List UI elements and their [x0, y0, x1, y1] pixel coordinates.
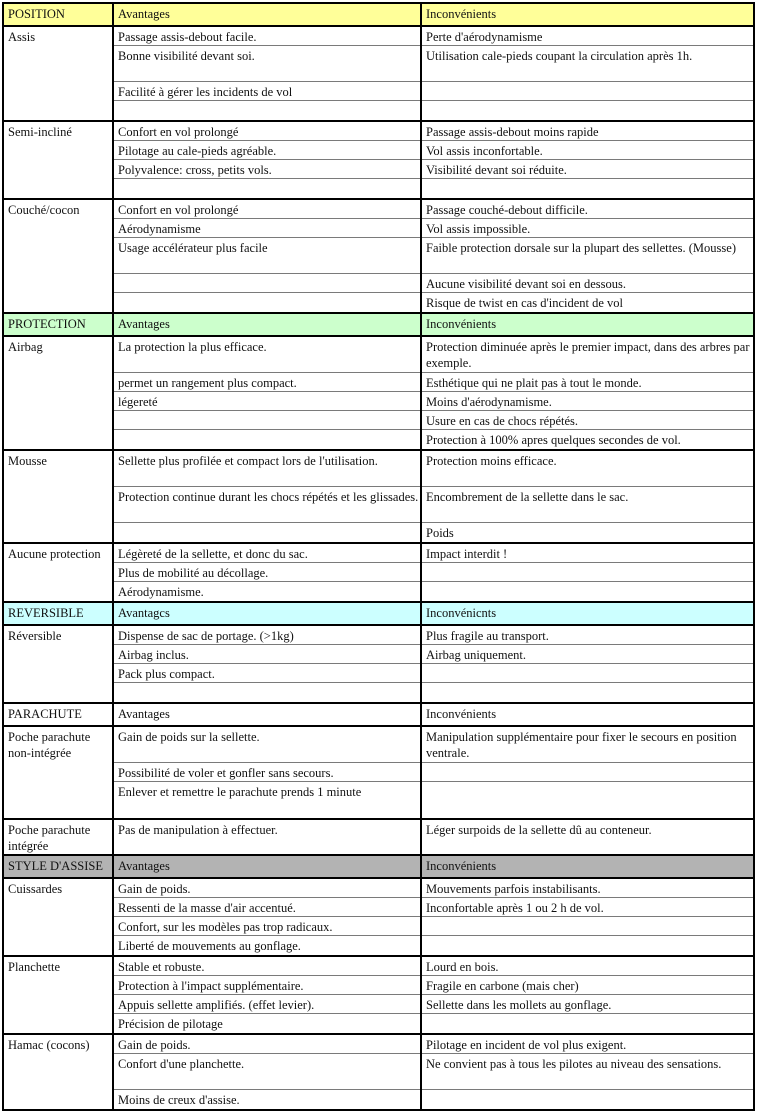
- disadvantage-line: Mouvements parfois instabilisants.: [422, 879, 753, 898]
- disadvantages-header: Inconvénients: [422, 314, 755, 335]
- disadvantage-line: Lourd en bois.: [422, 957, 753, 976]
- advantage-line: Pilotage au cale-pieds agréable.: [114, 141, 420, 160]
- disadvantage-line: Visibilité devant soi réduite.: [422, 160, 753, 179]
- row-label: Cuissardes: [4, 879, 114, 955]
- table-row: [4, 337, 755, 451]
- advantage-line: Polyvalence: cross, petits vols.: [114, 160, 420, 179]
- section-position: [4, 4, 755, 314]
- advantages-cell: [114, 200, 422, 312]
- disadvantage-line: Passage assis-debout moins rapide: [422, 122, 753, 141]
- disadvantages-cell: [422, 27, 755, 120]
- advantages-cell: [114, 626, 422, 702]
- advantage-line: Précision de pilotage: [118, 1017, 223, 1031]
- advantage-line: [114, 683, 420, 702]
- disadvantages-header: Inconvénients: [422, 856, 755, 877]
- table-row: [4, 27, 755, 122]
- advantage-line: Protection continue durant les chocs répétés et les glissades.: [114, 487, 420, 523]
- disadvantage-line: Vol assis inconfortable.: [422, 141, 753, 160]
- advantage-line: Aérodynamisme.: [118, 585, 204, 599]
- table-row: [4, 727, 755, 820]
- disadvantages-cell: [422, 200, 755, 312]
- disadvantage-line: Inconfortable après 1 ou 2 h de vol.: [422, 898, 753, 917]
- advantages-cell: [114, 27, 422, 120]
- advantage-line: Pack plus compact.: [114, 664, 420, 683]
- disadvantage-line: Vol assis impossible.: [422, 219, 753, 238]
- disadvantage-line: Faible protection dorsale sur la plupart des sellettes. (Mousse): [422, 238, 753, 274]
- table-row: [4, 200, 755, 312]
- advantage-line: [114, 179, 420, 198]
- advantages-cell: [114, 122, 422, 198]
- advantage-line: Protection à l'impact supplémentaire.: [114, 976, 420, 995]
- disadvantage-line: Esthétique qui ne plait pas à tout le monde.: [422, 373, 753, 392]
- advantage-line: Confort en vol prolongé: [114, 200, 420, 219]
- advantage-line: Passage assis-debout facile.: [114, 27, 420, 46]
- section-title: POSITION: [4, 4, 114, 25]
- disadvantage-line: Utilisation cale-pieds coupant la circulation après 1h.: [422, 46, 753, 82]
- advantage-line: Usage accélérateur plus facile: [114, 238, 420, 274]
- disadvantage-line: [422, 763, 753, 782]
- advantage-line: Gain de poids.: [114, 879, 420, 898]
- disadvantage-line: Protection moins efficace.: [422, 451, 753, 487]
- advantage-line: Plus de mobilité au décollage.: [114, 563, 420, 582]
- section-protection: [4, 314, 755, 603]
- disadvantage-line: Plus fragile au transport.: [422, 626, 753, 645]
- disadvantage-line: [422, 1090, 753, 1109]
- advantages-cell: [114, 337, 422, 449]
- advantage-line: Enlever et remettre le parachute prends 1 minute: [118, 785, 362, 799]
- disadvantage-line: [422, 917, 753, 936]
- section-reversible: [4, 603, 755, 704]
- table-row: [4, 1035, 755, 1109]
- disadvantages-cell: [422, 451, 755, 542]
- row-label: Hamac (cocons): [4, 1035, 114, 1109]
- disadvantage-line: [422, 936, 753, 955]
- disadvantages-cell: [422, 337, 755, 449]
- disadvantages-cell: [422, 820, 755, 854]
- advantage-line: [114, 430, 420, 449]
- disadvantage-line: [422, 582, 753, 601]
- row-label: Aucune protection: [4, 544, 114, 601]
- disadvantages-header: Inconvénicnts: [422, 603, 755, 624]
- disadvantage-line: Moins d'aérodynamisme.: [422, 392, 753, 411]
- section-title: REVERSIBLE: [4, 603, 114, 624]
- disadvantages-cell: [422, 122, 755, 198]
- advantages-cell: [114, 451, 422, 542]
- disadvantage-line: [422, 563, 753, 582]
- advantages-cell: [114, 820, 422, 854]
- advantage-line: Gain de poids.: [114, 1035, 420, 1054]
- advantage-line: Stable et robuste.: [114, 957, 420, 976]
- disadvantage-line: Protection à 100% apres quelques secondes de vol.: [426, 433, 681, 447]
- section-style: [4, 856, 755, 1111]
- disadvantage-line: Usure en cas de chocs répétés.: [422, 411, 753, 430]
- advantage-line: Dispense de sac de portage. (>1kg): [114, 626, 420, 645]
- row-label: Planchette: [4, 957, 114, 1033]
- row-label: Réversible: [4, 626, 114, 702]
- disadvantage-line: [422, 782, 753, 818]
- disadvantage-line: Pilotage en incident de vol plus exigent.: [422, 1035, 753, 1054]
- row-label: Poche parachute non-intégrée: [4, 727, 114, 818]
- advantages-cell: [114, 879, 422, 955]
- disadvantage-line: [422, 101, 753, 120]
- advantage-line: Liberté de mouvements au gonflage.: [118, 939, 301, 953]
- table-row: [4, 879, 755, 957]
- advantages-header: Avantages: [114, 704, 422, 725]
- row-label: Assis: [4, 27, 114, 120]
- table-row: [4, 544, 755, 601]
- advantage-line: légereté: [114, 392, 420, 411]
- advantage-line: Légèreté de la sellette, et donc du sac.: [114, 544, 420, 563]
- advantage-line: [114, 274, 420, 293]
- table-row: [4, 451, 755, 544]
- disadvantage-line: Risque de twist en cas d'incident de vol: [426, 296, 624, 310]
- advantage-line: Confort en vol prolongé: [114, 122, 420, 141]
- advantage-line: Moins de creux d'assise.: [118, 1093, 240, 1107]
- disadvantages-header: Inconvénients: [422, 704, 755, 725]
- advantages-header: Avantagcs: [114, 603, 422, 624]
- disadvantages-header: Inconvénients: [422, 4, 755, 25]
- advantage-line: Confort d'une planchette.: [114, 1054, 420, 1090]
- disadvantage-line: Passage couché-debout difficile.: [422, 200, 753, 219]
- advantage-line: [114, 293, 420, 312]
- disadvantage-line: [422, 82, 753, 101]
- table-row: [4, 122, 755, 200]
- advantage-line: [114, 411, 420, 430]
- disadvantages-cell: [422, 544, 755, 601]
- advantage-line: Confort, sur les modèles pas trop radicaux.: [114, 917, 420, 936]
- section-parachute: [4, 704, 755, 856]
- advantage-line: La protection la plus efficace.: [114, 337, 420, 373]
- section-title: STYLE D'ASSISE: [4, 856, 114, 877]
- advantage-line: Facilité à gérer les incidents de vol: [114, 82, 420, 101]
- advantage-line: Gain de poids sur la sellette.: [114, 727, 420, 763]
- disadvantage-line: Protection diminuée après le premier impact, dans des arbres par exemple.: [422, 337, 753, 373]
- advantage-line: Sellette plus profilée et compact lors de l'utilisation.: [114, 451, 420, 487]
- advantage-line: [114, 523, 420, 542]
- disadvantage-line: [422, 664, 753, 683]
- disadvantages-cell: [422, 626, 755, 702]
- table-row: [4, 626, 755, 702]
- advantages-header: Avantages: [114, 856, 422, 877]
- advantage-line: Airbag inclus.: [114, 645, 420, 664]
- advantage-line: Appuis sellette amplifiés. (effet levier).: [114, 995, 420, 1014]
- advantage-line: permet un rangement plus compact.: [114, 373, 420, 392]
- disadvantages-cell: [422, 879, 755, 955]
- advantage-line: Ressenti de la masse d'air accentué.: [114, 898, 420, 917]
- disadvantage-line: Ne convient pas à tous les pilotes au niveau des sensations.: [422, 1054, 753, 1090]
- table-row: [4, 820, 755, 854]
- section-header: [4, 704, 755, 727]
- row-label: Airbag: [4, 337, 114, 449]
- disadvantage-line: Sellette dans les mollets au gonflage.: [422, 995, 753, 1014]
- advantage-line: [114, 101, 420, 120]
- disadvantage-line: Aucune visibilité devant soi en dessous.: [422, 274, 753, 293]
- row-label: Couché/cocon: [4, 200, 114, 312]
- disadvantage-line: Fragile en carbone (mais cher): [422, 976, 753, 995]
- table-row: [4, 957, 755, 1035]
- disadvantage-line: [422, 683, 753, 702]
- row-label: Semi-incliné: [4, 122, 114, 198]
- advantage-line: Bonne visibilité devant soi.: [114, 46, 420, 82]
- advantage-line: Aérodynamisme: [114, 219, 420, 238]
- advantages-cell: [114, 727, 422, 818]
- disadvantage-line: [422, 1014, 753, 1033]
- section-title: PARACHUTE: [4, 704, 114, 725]
- section-header: [4, 603, 755, 626]
- disadvantage-line: Léger surpoids de la sellette dû au conteneur.: [426, 823, 652, 837]
- disadvantages-cell: [422, 957, 755, 1033]
- disadvantage-line: Impact interdit !: [422, 544, 753, 563]
- row-label: Mousse: [4, 451, 114, 542]
- disadvantage-line: Airbag uniquement.: [422, 645, 753, 664]
- disadvantage-line: Manipulation supplémentaire pour fixer le secours en position ventrale.: [422, 727, 753, 763]
- advantage-line: Possibilité de voler et gonfler sans secours.: [114, 763, 420, 782]
- comparison-table: [2, 2, 755, 1111]
- disadvantage-line: [422, 179, 753, 198]
- advantages-cell: [114, 544, 422, 601]
- disadvantages-cell: [422, 1035, 755, 1109]
- disadvantages-cell: [422, 727, 755, 818]
- disadvantage-line: Poids: [426, 526, 454, 540]
- advantages-header: Avantages: [114, 314, 422, 335]
- disadvantage-line: Encombrement de la sellette dans le sac.: [422, 487, 753, 523]
- row-label: Poche parachute intégrée: [4, 820, 114, 854]
- advantages-cell: [114, 957, 422, 1033]
- advantage-line: Pas de manipulation à effectuer.: [118, 823, 278, 837]
- section-title: PROTECTION: [4, 314, 114, 335]
- disadvantage-line: Perte d'aérodynamisme: [422, 27, 753, 46]
- advantages-cell: [114, 1035, 422, 1109]
- section-header: [4, 856, 755, 879]
- section-header: [4, 314, 755, 337]
- section-header: [4, 4, 755, 27]
- advantages-header: Avantages: [114, 4, 422, 25]
